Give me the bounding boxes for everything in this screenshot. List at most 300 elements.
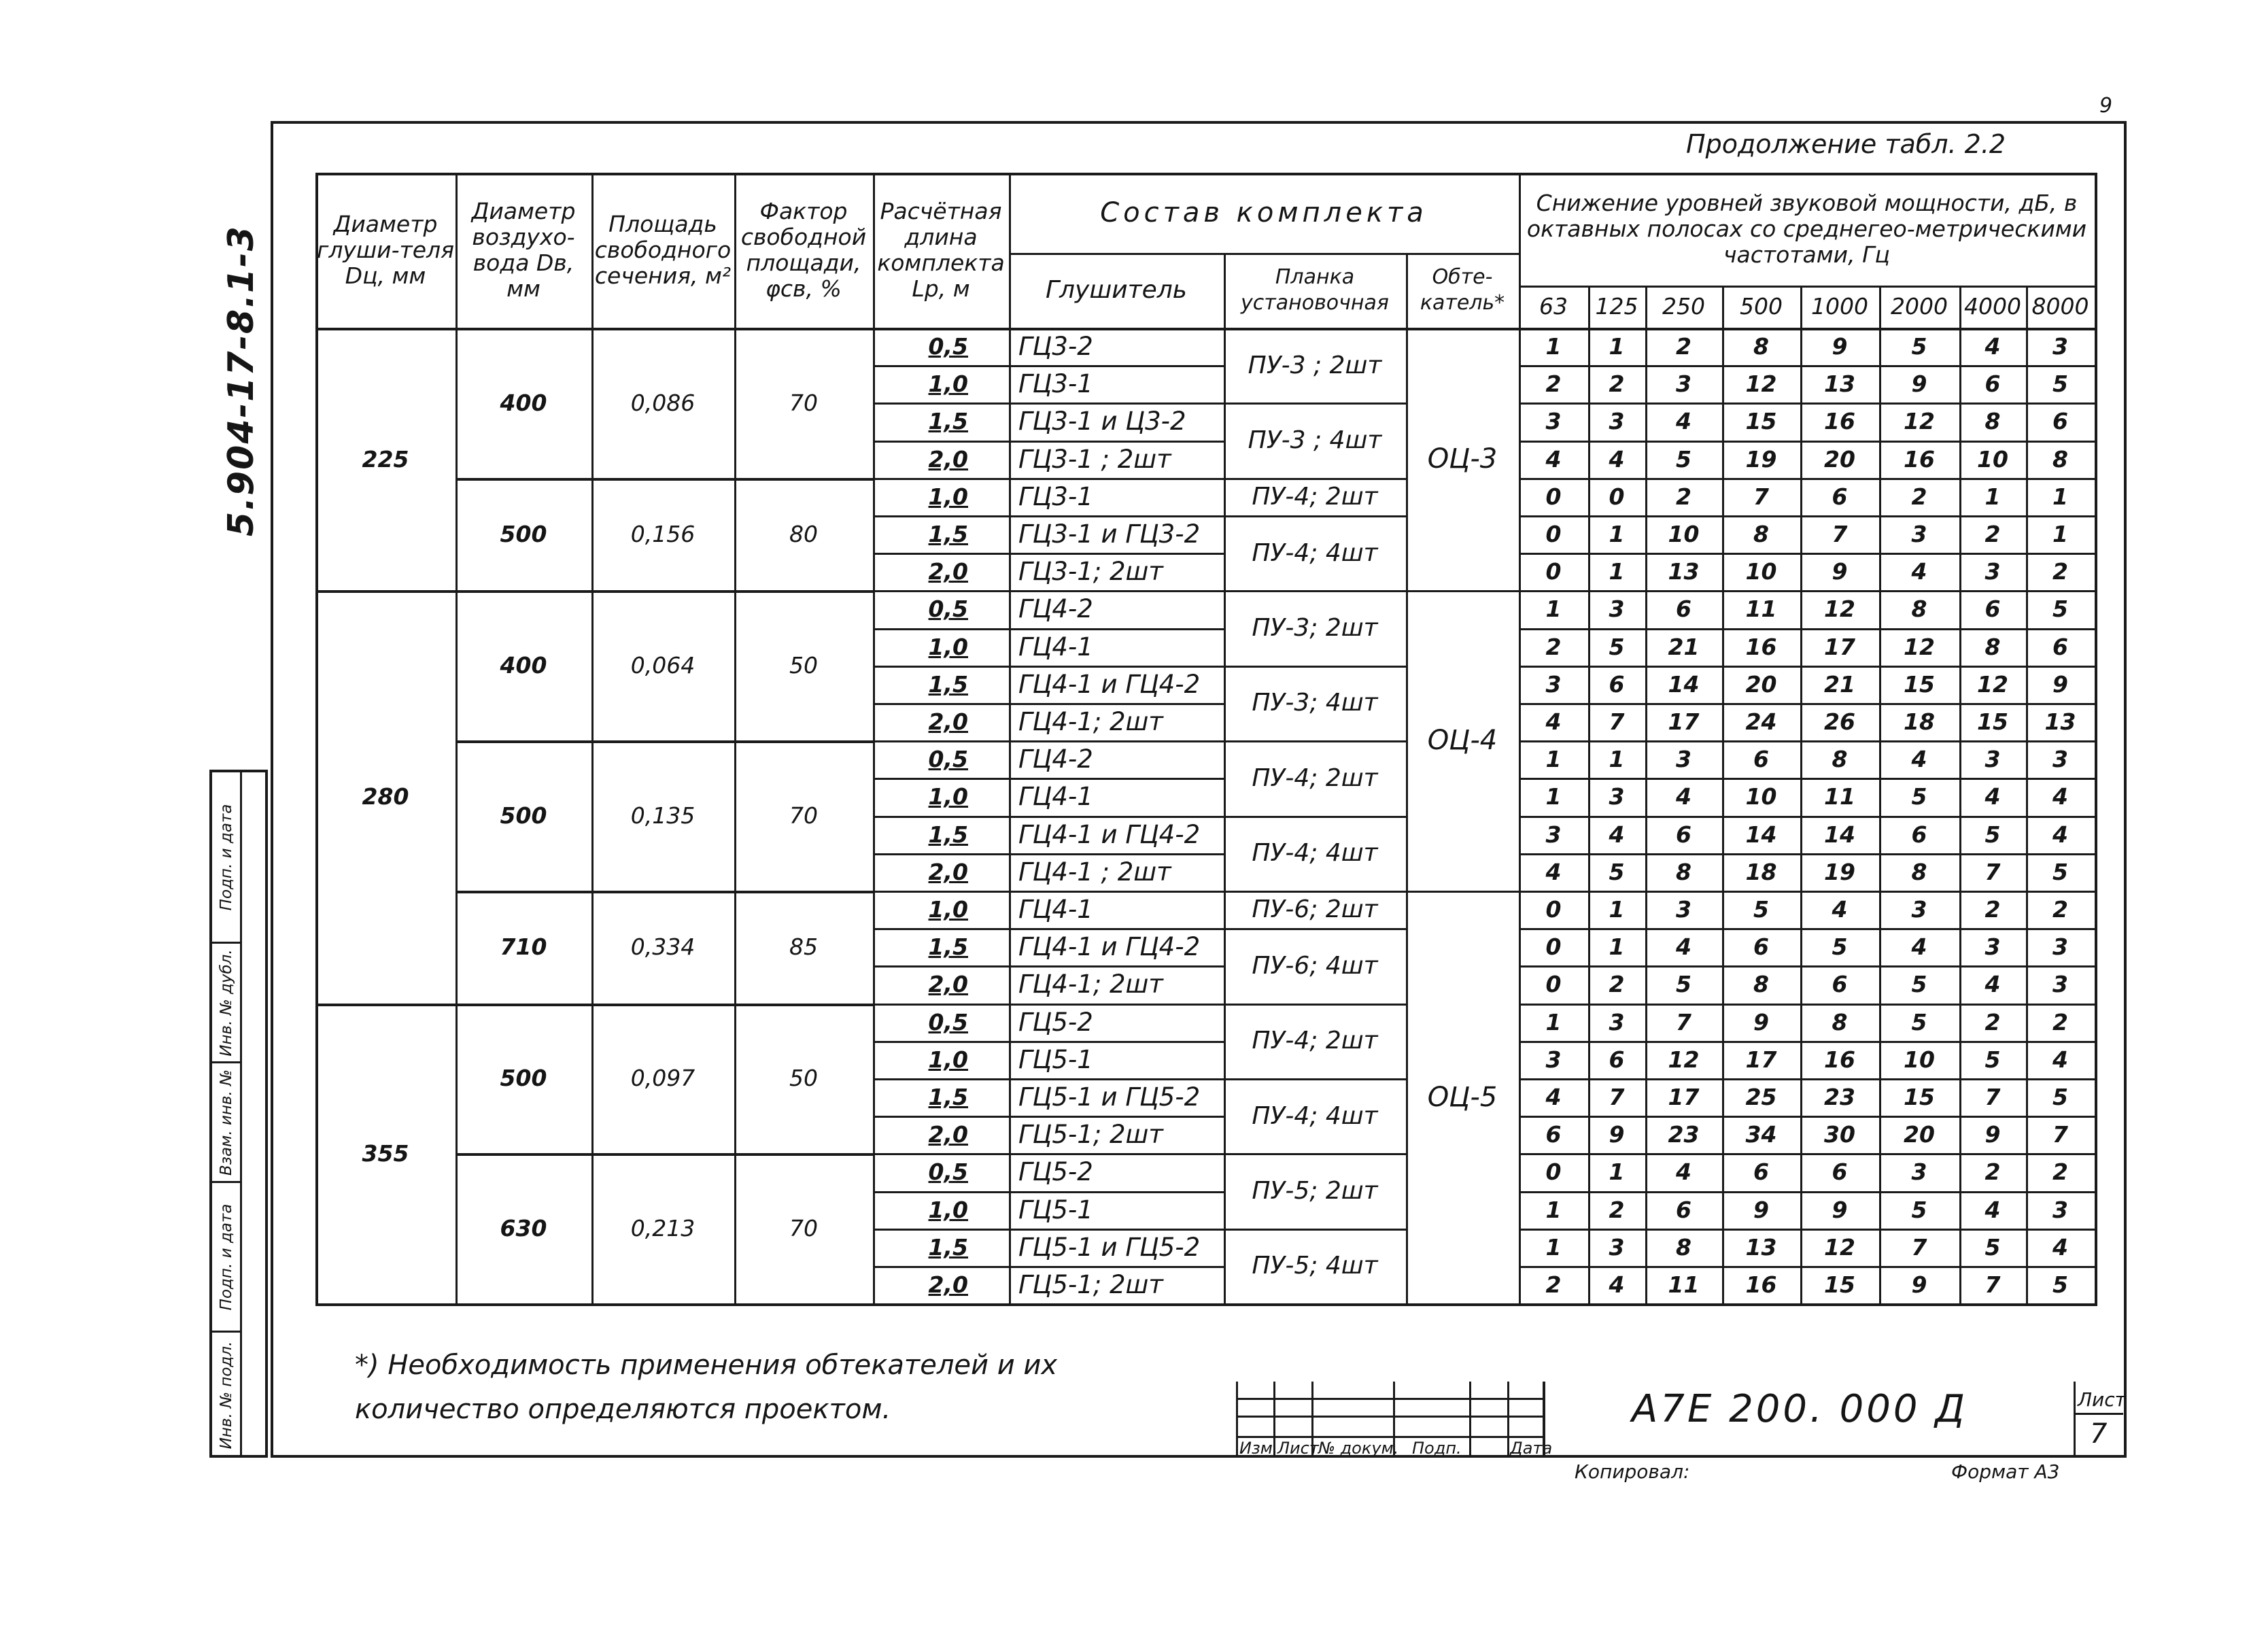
silencer-composition: ГЦ5-2 [1018,1157,1093,1187]
attenuation-value: 4 [1676,1159,1691,1186]
kit-length: 1,5 [928,1233,968,1261]
attenuation-value: 4 [2052,1233,2068,1261]
kit-length: 1,0 [928,483,968,510]
attenuation-value: 2 [2052,896,2068,923]
subgroup-line [456,478,873,481]
attenuation-value: 1 [1545,596,1562,623]
attenuation-value: 11 [1824,783,1855,810]
kit-length: 0,5 [928,596,968,623]
kit-length: 0,5 [928,746,968,773]
attenuation-value: 8 [1753,971,1769,998]
attenuation-value: 9 [2052,670,2068,698]
attenuation-value: 5 [1832,934,1848,961]
attenuation-value: 8 [1911,858,1927,885]
attenuation-value: 4 [2052,783,2068,810]
stamp-label: Лист [1277,1439,1319,1458]
silencer-composition: ГЦ4-1 [1018,895,1093,925]
attenuation-value: 5 [1676,971,1691,998]
silencer-composition: ГЦ4-1 и ГЦ4-2 [1018,819,1201,849]
free-area: 0,334 [630,934,695,961]
attenuation-value: 9 [1753,1196,1769,1223]
sheet-label: Лист [2078,1388,2126,1411]
attenuation-value: 7 [1753,483,1769,510]
attenuation-value: 1 [2052,483,2068,510]
attenuation-value: 7 [1911,1233,1927,1261]
attenuation-value: 18 [1745,858,1777,885]
attenuation-value: 5 [1984,1233,2001,1261]
attenuation-value: 4 [1545,1084,1562,1111]
attenuation-value: 3 [2052,934,2068,961]
plank-line [1224,740,1406,742]
attenuation-value: 13 [1745,1233,1777,1261]
header-freq-125: 125 [1595,293,1638,320]
attenuation-value: 9 [1911,371,1927,398]
attenuation-value: 7 [1609,1084,1625,1111]
attenuation-value: 6 [1984,371,2001,398]
attenuation-value: 2 [1911,483,1927,510]
silencer-composition: ГЦ3-1 [1018,481,1093,511]
silencer-diameter: 225 [362,445,409,473]
attenuation-value: 17 [1745,1046,1777,1073]
attenuation-value: 5 [1911,1008,1927,1035]
attenuation-value: 3 [1609,1008,1625,1035]
attenuation-value: 4 [1545,445,1562,473]
duct-diameter: 500 [500,802,547,829]
attenuation-value: 12 [1824,1233,1855,1261]
attenuation-value: 2 [1676,333,1691,360]
attenuation-value: 12 [1904,633,1935,660]
side-document-number: 5.904-17-8.1-3 [221,225,262,536]
attenuation-value: 7 [1676,1008,1691,1035]
fairing: ОЦ-4 [1427,725,1498,757]
attenuation-value: 3 [1911,1159,1927,1186]
attenuation-value: 5 [1911,971,1927,998]
silencer-composition: ГЦ3-1 [1018,369,1093,399]
attenuation-value: 3 [1545,408,1562,435]
attenuation-value: 17 [1668,708,1700,736]
attenuation-value: 4 [1676,783,1691,810]
attenuation-value: 15 [1824,1271,1855,1299]
attenuation-value: 17 [1824,633,1855,660]
attenuation-value: 0 [1545,934,1562,961]
attenuation-value: 1 [1609,896,1625,923]
mounting-plank: ПУ-4; 4шт [1252,839,1378,868]
kit-length: 1,0 [928,371,968,398]
stamp-label: Дата [1510,1439,1553,1458]
attenuation-value: 9 [1832,333,1848,360]
attenuation-value: 21 [1824,670,1855,698]
plank-line [1224,928,1406,930]
attenuation-value: 4 [2052,821,2068,848]
header-freq-1000: 1000 [1811,293,1868,320]
attenuation-value: 26 [1824,708,1855,736]
silencer-composition: ГЦ4-1; 2шт [1018,707,1163,737]
silencer-composition: ГЦ5-2 [1018,1007,1093,1037]
header-freq-2000: 2000 [1891,293,1948,320]
attenuation-value: 34 [1745,1121,1777,1148]
attenuation-value: 9 [1609,1121,1625,1148]
plank-line [1224,1153,1406,1155]
attenuation-value: 12 [1668,1046,1700,1073]
header-fairing: Обте-катель* [1420,265,1505,315]
attenuation-value: 6 [2052,633,2068,660]
fairing: ОЦ-5 [1427,1081,1498,1113]
kit-length: 1,0 [928,633,968,660]
attenuation-value: 2 [1545,633,1562,660]
free-area-factor: 70 [789,1215,818,1242]
attenuation-value: 4 [1911,934,1927,961]
attenuation-value: 4 [1545,858,1562,885]
attenuation-value: 6 [1545,1121,1562,1148]
attenuation-value: 17 [1668,1084,1700,1111]
attenuation-value: 8 [1676,1233,1691,1261]
attenuation-value: 16 [1824,1046,1855,1073]
attenuation-value: 19 [1824,858,1855,885]
attenuation-value: 7 [1609,708,1625,736]
attenuation-value: 14 [1668,670,1700,698]
attenuation-value: 7 [1984,858,2001,885]
attenuation-value: 0 [1545,896,1562,923]
attenuation-value: 2 [2052,1008,2068,1035]
free-area: 0,064 [630,652,695,679]
sidebar-label: Взам. инв. № [217,1069,235,1176]
attenuation-value: 5 [2052,596,2068,623]
attenuation-value: 9 [1753,1008,1769,1035]
subgroup-line [456,740,873,743]
attenuation-value: 13 [2044,708,2076,736]
attenuation-value: 6 [1609,1046,1625,1073]
attenuation-value: 18 [1904,708,1935,736]
attenuation-value: 3 [1609,1233,1625,1261]
attenuation-value: 10 [1904,1046,1935,1073]
header-diam-duct: Диаметр воздухо-вода Dв, мм [471,198,576,302]
attenuation-value: 2 [2052,558,2068,585]
attenuation-value: 4 [1984,333,2001,360]
attenuation-value: 6 [1609,670,1625,698]
attenuation-value: 6 [1676,821,1691,848]
attenuation-value: 3 [1609,596,1625,623]
silencer-composition: ГЦ5-1; 2шт [1018,1120,1163,1150]
mounting-plank: ПУ-3 ; 4шт [1248,426,1382,455]
attenuation-value: 8 [1832,1008,1848,1035]
silencer-composition: ГЦ4-1 [1018,782,1093,812]
attenuation-value: 6 [1753,934,1769,961]
attenuation-value: 9 [1984,1121,2001,1148]
subgroup-line [456,1153,873,1156]
attenuation-value: 3 [1911,521,1927,548]
attenuation-value: 4 [1911,558,1927,585]
mounting-plank: ПУ-6; 2шт [1252,895,1378,924]
attenuation-value: 12 [1977,670,2008,698]
attenuation-value: 10 [1745,783,1777,810]
free-area: 0,213 [630,1215,695,1242]
free-area: 0,135 [630,802,695,829]
attenuation-value: 4 [1911,746,1927,773]
kit-length: 0,5 [928,1008,968,1035]
attenuation-value: 14 [1745,821,1777,848]
silencer-composition: ГЦ5-1; 2шт [1018,1270,1163,1300]
sidebar-label: Подп. и дата [217,1203,235,1310]
silencer-composition: ГЦ4-1; 2шт [1018,970,1163,999]
attenuation-value: 7 [1984,1271,2001,1299]
header-freq-63: 63 [1539,293,1568,320]
attenuation-value: 1 [1984,483,2001,510]
attenuation-value: 4 [1676,934,1691,961]
document-code: А7Е 200. 000 Д [1632,1387,1968,1431]
silencer-composition: ГЦ5-1 и ГЦ5-2 [1018,1082,1201,1112]
group-line [315,590,456,593]
attenuation-value: 6 [1832,971,1848,998]
attenuation-value: 8 [1676,858,1691,885]
kit-length: 1,5 [928,1084,968,1111]
attenuation-value: 10 [1977,445,2008,473]
kit-length: 1,5 [928,521,968,548]
plank-line [1224,590,1406,592]
attenuation-value: 0 [1609,483,1625,510]
free-area-factor: 50 [789,652,818,679]
attenuation-value: 2 [1545,1271,1562,1299]
attenuation-value: 11 [1745,596,1777,623]
attenuation-value: 5 [1753,896,1769,923]
attenuation-value: 5 [1676,445,1691,473]
attenuation-value: 1 [1609,746,1625,773]
format-label: Формат А3 [1951,1460,2060,1483]
attenuation-value: 15 [1904,1084,1935,1111]
attenuation-value: 6 [1753,746,1769,773]
attenuation-value: 15 [1904,670,1935,698]
attenuation-value: 3 [1676,746,1691,773]
attenuation-value: 16 [1904,445,1935,473]
attenuation-value: 8 [1911,596,1927,623]
header-silencer: Глушитель [1045,276,1188,304]
attenuation-value: 5 [1911,1196,1927,1223]
attenuation-value: 13 [1668,558,1700,585]
silencer-composition: ГЦ3-1; 2шт [1018,557,1163,587]
silencer-composition: ГЦ4-1 [1018,632,1093,662]
attenuation-value: 3 [1984,746,2001,773]
attenuation-value: 2 [1984,896,2001,923]
attenuation-value: 4 [1676,408,1691,435]
header-plank: Планка установочная [1241,265,1389,315]
attenuation-value: 3 [1676,896,1691,923]
attenuation-value: 12 [1904,408,1935,435]
kit-length: 1,5 [928,821,968,848]
plank-line [1224,891,1406,893]
silencer-composition: ГЦ4-2 [1018,594,1093,624]
attenuation-value: 15 [1977,708,2008,736]
free-area-factor: 50 [789,1065,818,1092]
attenuation-value: 1 [1609,558,1625,585]
header-factor: Фактор свободной площади, φсв, % [740,198,867,302]
plank-line [1224,1004,1406,1006]
attenuation-value: 15 [1745,408,1777,435]
attenuation-value: 4 [1984,1196,2001,1223]
kit-length: 2,0 [928,1121,968,1148]
attenuation-value: 3 [1609,408,1625,435]
attenuation-value: 1 [1545,1008,1562,1035]
attenuation-value: 2 [1609,371,1625,398]
kit-length: 0,5 [928,1159,968,1186]
attenuation-value: 3 [1911,896,1927,923]
silencer-composition: ГЦ3-1 и ГЦ3-2 [1018,519,1201,549]
header-area: Площадь свободного сечения, м² [594,211,732,289]
attenuation-value: 24 [1745,708,1777,736]
table-border-right [2095,173,2097,1306]
attenuation-value: 5 [1984,821,2001,848]
header-diam-silencer: Диаметр глуши-теля Dц, мм [317,211,454,289]
attenuation-value: 0 [1545,483,1562,510]
free-area-factor: 85 [789,934,818,961]
duct-diameter: 500 [500,521,547,548]
kit-length: 1,5 [928,934,968,961]
mounting-plank: ПУ-4; 4шт [1252,538,1378,567]
plank-line [1224,1078,1406,1080]
sidebar-label: Подп. и дата [217,804,235,910]
kit-length: 2,0 [928,971,968,998]
silencer-composition: ГЦ5-1 [1018,1044,1093,1074]
fairing: ОЦ-3 [1427,443,1498,475]
fairing-line [1406,891,1519,893]
subgroup-line [456,891,873,893]
mounting-plank: ПУ-5; 2шт [1252,1177,1378,1205]
attenuation-value: 20 [1904,1121,1935,1148]
header-length: Расчётная длина комплекта Lр, м [877,198,1005,302]
attenuation-value: 23 [1668,1121,1700,1148]
plank-line [1224,1229,1406,1231]
mounting-plank: ПУ-4; 2шт [1252,764,1378,792]
kit-length: 0,5 [928,333,968,360]
attenuation-value: 20 [1824,445,1855,473]
silencer-composition: ГЦ4-1 и ГЦ4-2 [1018,932,1201,962]
attenuation-value: 6 [1832,1159,1848,1186]
attenuation-value: 16 [1745,633,1777,660]
attenuation-value: 5 [1911,783,1927,810]
attenuation-value: 5 [2052,1271,2068,1299]
attenuation-value: 2 [1545,371,1562,398]
attenuation-value: 4 [1609,821,1625,848]
attenuation-value: 12 [1745,371,1777,398]
copied-by-label: Копировал: [1575,1460,1690,1483]
attenuation-value: 4 [1609,1271,1625,1299]
attenuation-value: 2 [1609,1196,1625,1223]
attenuation-value: 9 [1832,1196,1848,1223]
attenuation-value: 20 [1745,670,1777,698]
attenuation-value: 25 [1745,1084,1777,1111]
attenuation-value: 2 [1984,1008,2001,1035]
subgroup-line [456,1004,873,1006]
attenuation-value: 6 [1832,483,1848,510]
free-area-factor: 70 [789,802,818,829]
free-area: 0,156 [630,521,695,548]
kit-length: 1,0 [928,896,968,923]
mounting-plank: ПУ-3; 4шт [1252,689,1378,717]
free-area-factor: 70 [789,389,818,416]
kit-length: 2,0 [928,1271,968,1299]
attenuation-value: 0 [1545,971,1562,998]
table-border-bottom [315,1303,2095,1306]
attenuation-value: 5 [2052,371,2068,398]
silencer-composition: ГЦ4-1 и ГЦ4-2 [1018,669,1201,699]
attenuation-value: 2 [2052,1159,2068,1186]
attenuation-value: 1 [1545,746,1562,773]
mounting-plank: ПУ-4; 2шт [1252,482,1378,511]
attenuation-value: 19 [1745,445,1777,473]
mounting-plank: ПУ-3 ; 2шт [1248,351,1382,379]
attenuation-value: 9 [1832,558,1848,585]
plank-line [1224,666,1406,668]
attenuation-value: 1 [1545,783,1562,810]
free-area-factor: 80 [789,521,818,548]
attenuation-value: 5 [1984,1046,2001,1073]
group-line [315,1004,456,1006]
attenuation-value: 1 [2052,521,2068,548]
mounting-plank: ПУ-5; 4шт [1252,1252,1378,1280]
attenuation-value: 16 [1745,1271,1777,1299]
attenuation-value: 6 [1984,596,2001,623]
attenuation-value: 2 [1676,483,1691,510]
silencer-composition: ГЦ4-2 [1018,744,1093,774]
sheet-number: 7 [2090,1418,2108,1450]
stamp-label: Подп. [1412,1439,1462,1458]
attenuation-value: 0 [1545,1159,1562,1186]
attenuation-value: 8 [1984,408,2001,435]
attenuation-value: 0 [1545,558,1562,585]
plank-line [1224,478,1406,480]
attenuation-value: 3 [1676,371,1691,398]
attenuation-value: 5 [2052,858,2068,885]
attenuation-value: 3 [1545,821,1562,848]
attenuation-value: 7 [1832,521,1848,548]
duct-diameter: 630 [500,1215,547,1242]
fairing-line [1406,590,1519,592]
attenuation-value: 3 [1984,934,2001,961]
attenuation-value: 6 [1911,821,1927,848]
attenuation-value: 4 [1832,896,1848,923]
free-area: 0,097 [630,1065,695,1092]
attenuation-value: 6 [1676,1196,1691,1223]
header-freq-500: 500 [1740,293,1783,320]
attenuation-value: 3 [1545,1046,1562,1073]
attenuation-value: 21 [1668,633,1700,660]
attenuation-value: 0 [1545,521,1562,548]
silencer-composition: ГЦ3-1 и Ц3-2 [1018,407,1186,436]
silencer-diameter: 280 [362,783,409,810]
attenuation-value: 5 [1911,333,1927,360]
footnote-line-2: количество определяются проектом. [355,1394,891,1425]
attenuation-value: 30 [1824,1121,1855,1148]
plank-line [1224,403,1406,405]
attenuation-value: 5 [2052,1084,2068,1111]
kit-length: 1,5 [928,408,968,435]
attenuation-value: 6 [1676,596,1691,623]
attenuation-value: 7 [2052,1121,2068,1148]
kit-length: 2,0 [928,445,968,473]
header-kit: Состав комплекта [1100,197,1428,228]
attenuation-value: 3 [1984,558,2001,585]
duct-diameter: 710 [500,934,547,961]
attenuation-value: 10 [1745,558,1777,585]
attenuation-value: 4 [1545,708,1562,736]
free-area: 0,086 [630,389,695,416]
attenuation-value: 16 [1824,408,1855,435]
table-caption: Продолжение табл. 2.2 [1686,129,2006,159]
attenuation-value: 1 [1609,934,1625,961]
attenuation-value: 5 [1609,633,1625,660]
attenuation-value: 3 [2052,1196,2068,1223]
revision-grid [1236,1382,1553,1458]
attenuation-value: 4 [2052,1046,2068,1073]
attenuation-value: 6 [2052,408,2068,435]
